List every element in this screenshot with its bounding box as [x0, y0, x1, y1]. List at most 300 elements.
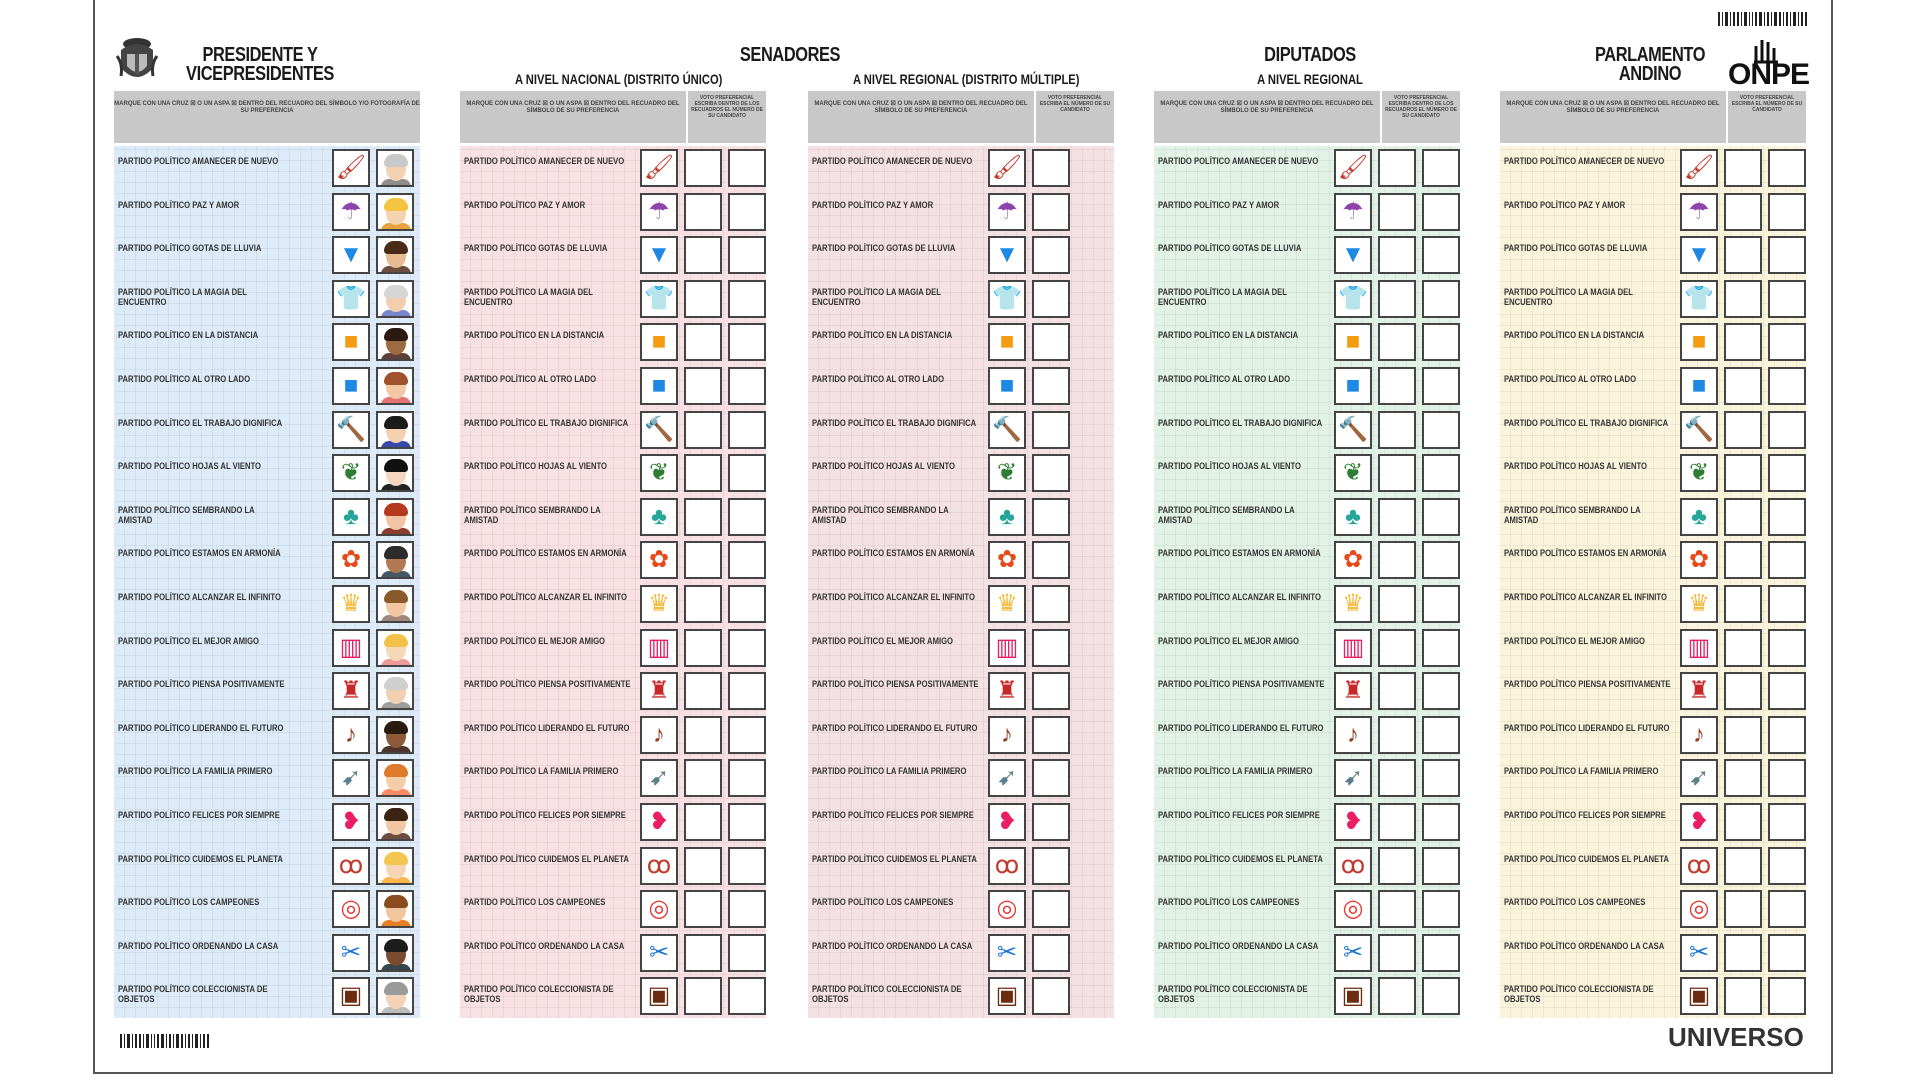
candidate-photo[interactable] — [376, 759, 414, 797]
preferential-vote-box-1[interactable] — [1724, 716, 1762, 754]
candidate-photo[interactable] — [376, 323, 414, 361]
preferential-vote-box-1[interactable] — [1724, 149, 1762, 187]
party-row — [808, 233, 1114, 277]
violin-icon[interactable] — [988, 716, 1026, 754]
bicycle-icon[interactable] — [640, 847, 678, 885]
preferential-vote-box-2[interactable] — [1422, 759, 1460, 797]
box-icon[interactable] — [1334, 323, 1372, 361]
preferential-vote-box-2[interactable] — [1422, 498, 1460, 536]
preferential-vote-box-2[interactable] — [1768, 847, 1806, 885]
party-symbol-glyph: ❥ — [648, 808, 670, 835]
preferential-vote-box-1[interactable] — [1032, 759, 1070, 797]
preferential-vote-box-2[interactable] — [1768, 629, 1806, 667]
preferential-vote-box-1[interactable] — [1032, 541, 1070, 579]
preferential-vote-box-2[interactable] — [1422, 454, 1460, 492]
preferential-vote-box-1[interactable] — [684, 498, 722, 536]
preferential-vote-box-2[interactable] — [1768, 716, 1806, 754]
preferential-vote-box-1[interactable] — [1378, 629, 1416, 667]
candidate-photo[interactable] — [376, 890, 414, 928]
candy-icon[interactable] — [988, 541, 1026, 579]
preferential-vote-box-1[interactable] — [1378, 280, 1416, 318]
preferential-vote-box-2[interactable] — [1768, 454, 1806, 492]
preferential-vote-box-1[interactable] — [1724, 585, 1762, 623]
preferential-vote-box-1[interactable] — [1032, 803, 1070, 841]
party-name: PARTIDO POLÍTICO GOTAS DE LLUVIA — [1158, 243, 1302, 254]
target-icon[interactable] — [332, 890, 370, 928]
briefcase-icon[interactable] — [332, 977, 370, 1015]
box-icon[interactable] — [640, 323, 678, 361]
preferential-vote-box-1[interactable] — [1378, 890, 1416, 928]
preferential-vote-box-1[interactable] — [1378, 498, 1416, 536]
preferential-vote-box-2[interactable] — [1422, 323, 1460, 361]
paintbrush-icon[interactable] — [1680, 149, 1718, 187]
preferential-vote-box-1[interactable] — [1724, 193, 1762, 231]
socks-icon[interactable] — [1680, 498, 1718, 536]
preferential-vote-box-1[interactable] — [1032, 585, 1070, 623]
violin-icon[interactable] — [1680, 716, 1718, 754]
bird-icon[interactable] — [988, 803, 1026, 841]
preferential-vote-box-1[interactable] — [684, 585, 722, 623]
preferential-vote-box-2[interactable] — [1422, 585, 1460, 623]
leaf-icon[interactable] — [332, 454, 370, 492]
preferential-vote-box-1[interactable] — [1724, 541, 1762, 579]
preferential-vote-box-2[interactable] — [1422, 629, 1460, 667]
preferential-vote-box-1[interactable] — [1378, 716, 1416, 754]
preferential-vote-box-1[interactable] — [1724, 847, 1762, 885]
party-name: PARTIDO POLÍTICO ALCANZAR EL INFINITO — [1504, 592, 1667, 602]
preferential-vote-box-1[interactable] — [684, 890, 722, 928]
preferential-vote-box-2[interactable] — [728, 585, 766, 623]
candy-icon[interactable] — [640, 541, 678, 579]
preferential-vote-box-1[interactable] — [1724, 236, 1762, 274]
preferential-vote-box-1[interactable] — [1724, 759, 1762, 797]
preferential-vote-box-1[interactable] — [1032, 977, 1070, 1015]
party-row — [114, 190, 420, 234]
preferential-vote-box-1[interactable] — [1032, 236, 1070, 274]
preferential-vote-box-1[interactable] — [1032, 890, 1070, 928]
party-symbol-glyph: ◎ — [1688, 895, 1710, 923]
preferential-vote-box-1[interactable] — [1032, 672, 1070, 710]
paintbrush-icon[interactable] — [332, 149, 370, 187]
umbrella-icon[interactable] — [1680, 193, 1718, 231]
preferential-vote-box-1[interactable] — [1032, 193, 1070, 231]
leaf-icon[interactable] — [640, 454, 678, 492]
square-icon[interactable] — [332, 367, 370, 405]
tshirt-icon[interactable] — [1680, 280, 1718, 318]
armchair-icon[interactable] — [1680, 672, 1718, 710]
violin-icon[interactable] — [1334, 716, 1372, 754]
bird-icon[interactable] — [640, 803, 678, 841]
hammer-icon[interactable] — [1680, 411, 1718, 449]
target-icon[interactable] — [640, 890, 678, 928]
preferential-vote-box-1[interactable] — [684, 541, 722, 579]
party-name: PARTIDO POLÍTICO FELICES POR SIEMPRE — [464, 810, 626, 820]
party-name: PARTIDO POLÍTICO CUIDEMOS EL PLANETA — [812, 853, 977, 864]
preferential-vote-box-1[interactable] — [1032, 367, 1070, 405]
party-symbol-glyph: ♣ — [999, 502, 1015, 530]
shoe-icon[interactable] — [640, 759, 678, 797]
preferential-vote-box-2[interactable] — [1768, 323, 1806, 361]
preferential-vote-box-2[interactable] — [1768, 541, 1806, 579]
preferential-vote-box-1[interactable] — [1724, 323, 1762, 361]
hammer-icon[interactable] — [988, 411, 1026, 449]
preferential-vote-box-1[interactable] — [1378, 149, 1416, 187]
candidate-hair — [384, 590, 408, 603]
preferential-vote-box-2[interactable] — [1422, 934, 1460, 972]
party-name: PARTIDO POLÍTICO GOTAS DE LLUVIA — [812, 243, 956, 254]
armchair-icon[interactable] — [640, 672, 678, 710]
party-symbol-glyph: 🖌 — [643, 154, 675, 181]
preferential-vote-box-2[interactable] — [728, 803, 766, 841]
party-symbol-glyph: ♣ — [343, 502, 359, 530]
hammer-icon[interactable] — [640, 411, 678, 449]
preferential-vote-box-2[interactable] — [1768, 890, 1806, 928]
preferential-vote-box-1[interactable] — [684, 323, 722, 361]
preferential-vote-box-1[interactable] — [1032, 934, 1070, 972]
party-name: PARTIDO POLÍTICO LIDERANDO EL FUTURO — [1158, 722, 1324, 733]
preferential-vote-box-1[interactable] — [1032, 280, 1070, 318]
preferential-vote-box-1[interactable] — [684, 847, 722, 885]
party-symbol-glyph: ❦ — [1688, 459, 1710, 487]
tshirt-icon[interactable] — [988, 280, 1026, 318]
tshirt-icon[interactable] — [1334, 280, 1372, 318]
socks-icon[interactable] — [640, 498, 678, 536]
preferential-vote-box-2[interactable] — [728, 454, 766, 492]
tools-icon[interactable] — [1680, 934, 1718, 972]
box-icon[interactable] — [1680, 323, 1718, 361]
armchair-icon[interactable] — [1334, 672, 1372, 710]
preferential-vote-box-2[interactable] — [1768, 934, 1806, 972]
bird-icon[interactable] — [1680, 803, 1718, 841]
candy-icon[interactable] — [1680, 541, 1718, 579]
party-name: PARTIDO POLÍTICO COLECCIONISTA DE OBJETOS — [118, 984, 268, 1005]
party-name: PARTIDO POLÍTICO LA MAGIA DEL ENCUENTRO — [1504, 286, 1633, 307]
preferential-vote-box-2[interactable] — [1768, 367, 1806, 405]
preferential-vote-box-2[interactable] — [728, 759, 766, 797]
preferential-vote-box-2[interactable] — [1422, 236, 1460, 274]
square-icon[interactable] — [988, 367, 1026, 405]
shoe-icon[interactable] — [332, 759, 370, 797]
bucket-icon[interactable] — [988, 236, 1026, 274]
accordion-icon[interactable] — [988, 629, 1026, 667]
preferential-vote-box-1[interactable] — [684, 672, 722, 710]
candidate-photo[interactable] — [376, 411, 414, 449]
bird-icon[interactable] — [1334, 803, 1372, 841]
preferential-vote-box-2[interactable] — [728, 411, 766, 449]
bird-icon[interactable] — [332, 803, 370, 841]
preferential-vote-box-2[interactable] — [728, 236, 766, 274]
tools-icon[interactable] — [988, 934, 1026, 972]
umbrella-icon[interactable] — [640, 193, 678, 231]
socks-icon[interactable] — [332, 498, 370, 536]
preferential-vote-box-2[interactable] — [728, 629, 766, 667]
candidate-photo[interactable] — [376, 280, 414, 318]
armchair-icon[interactable] — [332, 672, 370, 710]
preferential-vote-box-2[interactable] — [1422, 890, 1460, 928]
preferential-vote-box-1[interactable] — [1378, 672, 1416, 710]
preferential-vote-box-2[interactable] — [728, 541, 766, 579]
preferential-vote-box-1[interactable] — [1724, 934, 1762, 972]
preferential-vote-box-2[interactable] — [1422, 716, 1460, 754]
preferential-vote-box-1[interactable] — [684, 759, 722, 797]
preferential-vote-box-1[interactable] — [684, 193, 722, 231]
armchair-icon[interactable] — [988, 672, 1026, 710]
candidate-photo[interactable] — [376, 367, 414, 405]
umbrella-icon[interactable] — [1334, 193, 1372, 231]
preferential-vote-box-1[interactable] — [1032, 629, 1070, 667]
preferential-vote-box-1[interactable] — [1724, 977, 1762, 1015]
preferential-vote-box-2[interactable] — [728, 934, 766, 972]
party-row — [1154, 713, 1460, 757]
target-icon[interactable] — [1334, 890, 1372, 928]
party-row — [460, 713, 766, 757]
preferential-vote-box-1[interactable] — [684, 977, 722, 1015]
preferential-vote-box-2[interactable] — [1422, 803, 1460, 841]
candidate-photo[interactable] — [376, 934, 414, 972]
leaf-icon[interactable] — [988, 454, 1026, 492]
violin-icon[interactable] — [332, 716, 370, 754]
preferential-vote-box-2[interactable] — [728, 323, 766, 361]
preferential-vote-box-1[interactable] — [684, 367, 722, 405]
accordion-icon[interactable] — [1334, 629, 1372, 667]
accordion-icon[interactable] — [640, 629, 678, 667]
tools-icon[interactable] — [640, 934, 678, 972]
party-name: PARTIDO POLÍTICO CUIDEMOS EL PLANETA — [464, 853, 629, 864]
accordion-icon[interactable] — [1680, 629, 1718, 667]
bottle-icon[interactable] — [1334, 585, 1372, 623]
bottle-icon[interactable] — [332, 585, 370, 623]
preferential-vote-box-2[interactable] — [1422, 411, 1460, 449]
preferential-vote-box-1[interactable] — [1032, 149, 1070, 187]
preferential-vote-box-1[interactable] — [1378, 585, 1416, 623]
tshirt-icon[interactable] — [332, 280, 370, 318]
preferential-vote-box-2[interactable] — [1422, 541, 1460, 579]
bucket-icon[interactable] — [640, 236, 678, 274]
preferential-vote-box-1[interactable] — [684, 803, 722, 841]
party-row — [460, 538, 766, 582]
preferential-vote-box-1[interactable] — [684, 236, 722, 274]
party-row — [114, 800, 420, 844]
preferential-vote-box-2[interactable] — [1768, 585, 1806, 623]
square-icon[interactable] — [1334, 367, 1372, 405]
preferential-vote-box-1[interactable] — [1378, 323, 1416, 361]
candidate-photo[interactable] — [376, 541, 414, 579]
party-name: PARTIDO POLÍTICO ORDENANDO LA CASA — [464, 940, 625, 951]
preferential-vote-box-2[interactable] — [728, 193, 766, 231]
preferential-vote-box-2[interactable] — [728, 977, 766, 1015]
bicycle-icon[interactable] — [988, 847, 1026, 885]
candidate-photo[interactable] — [376, 847, 414, 885]
preferential-vote-box-1[interactable] — [1378, 541, 1416, 579]
preferential-vote-box-1[interactable] — [684, 454, 722, 492]
preferential-vote-box-2[interactable] — [1422, 672, 1460, 710]
party-name: PARTIDO POLÍTICO PAZ Y AMOR — [464, 199, 586, 210]
paintbrush-icon[interactable] — [1334, 149, 1372, 187]
preferential-vote-box-2[interactable] — [728, 716, 766, 754]
preferential-vote-box-2[interactable] — [1768, 411, 1806, 449]
preferential-vote-box-1[interactable] — [1724, 672, 1762, 710]
tools-icon[interactable] — [332, 934, 370, 972]
party-name: PARTIDO POLÍTICO AL OTRO LADO — [1504, 374, 1637, 384]
candidate-photo[interactable] — [376, 629, 414, 667]
party-symbol-glyph: ꝏ — [646, 851, 672, 879]
preferential-vote-box-2[interactable] — [1768, 236, 1806, 274]
preferential-vote-box-2[interactable] — [1768, 759, 1806, 797]
socks-icon[interactable] — [1334, 498, 1372, 536]
bicycle-icon[interactable] — [1334, 847, 1372, 885]
preferential-vote-box-1[interactable] — [1032, 847, 1070, 885]
preferential-vote-box-1[interactable] — [1378, 934, 1416, 972]
preferential-vote-box-2[interactable] — [1422, 367, 1460, 405]
party-name: PARTIDO POLÍTICO LA FAMILIA PRIMERO — [812, 766, 967, 777]
bicycle-icon[interactable] — [332, 847, 370, 885]
preferential-vote-box-1[interactable] — [1378, 367, 1416, 405]
candidate-photo[interactable] — [376, 193, 414, 231]
preferential-vote-box-1[interactable] — [1378, 847, 1416, 885]
preferential-vote-box-1[interactable] — [1032, 411, 1070, 449]
candy-icon[interactable] — [1334, 541, 1372, 579]
preferential-vote-box-1[interactable] — [1724, 803, 1762, 841]
preferential-vote-box-1[interactable] — [1378, 759, 1416, 797]
preferential-vote-box-1[interactable] — [1032, 454, 1070, 492]
preferential-vote-box-1[interactable] — [1724, 498, 1762, 536]
party-symbol-glyph: 🖌 — [991, 154, 1023, 181]
preferential-vote-box-1[interactable] — [1032, 716, 1070, 754]
candidate-photo[interactable] — [376, 803, 414, 841]
preferential-vote-box-1[interactable] — [1724, 890, 1762, 928]
leaf-icon[interactable] — [1334, 454, 1372, 492]
preferential-vote-box-1[interactable] — [1724, 411, 1762, 449]
party-symbol-glyph: ☂ — [340, 197, 362, 225]
preferential-vote-box-2[interactable] — [1768, 672, 1806, 710]
preferential-vote-box-2[interactable] — [728, 890, 766, 928]
tshirt-icon[interactable] — [640, 280, 678, 318]
bottle-icon[interactable] — [1680, 585, 1718, 623]
square-icon[interactable] — [640, 367, 678, 405]
candidate-photo[interactable] — [376, 585, 414, 623]
preferential-vote-box-2[interactable] — [728, 498, 766, 536]
bucket-icon[interactable] — [1334, 236, 1372, 274]
violin-icon[interactable] — [640, 716, 678, 754]
party-symbol-glyph: ✿ — [1342, 546, 1364, 574]
preferential-vote-box-2[interactable] — [1768, 498, 1806, 536]
party-row — [808, 582, 1114, 626]
preferential-vote-box-1[interactable] — [1032, 323, 1070, 361]
preferential-vote-box-1[interactable] — [1378, 193, 1416, 231]
accordion-icon[interactable] — [332, 629, 370, 667]
tools-icon[interactable] — [1334, 934, 1372, 972]
briefcase-icon[interactable] — [1680, 977, 1718, 1015]
bucket-icon[interactable] — [332, 236, 370, 274]
preferential-vote-box-2[interactable] — [728, 280, 766, 318]
preferential-vote-box-2[interactable] — [1768, 803, 1806, 841]
party-row — [1154, 495, 1460, 539]
shoe-icon[interactable] — [1334, 759, 1372, 797]
candidate-photo[interactable] — [376, 716, 414, 754]
preferential-vote-box-2[interactable] — [728, 672, 766, 710]
preferential-vote-box-2[interactable] — [1768, 280, 1806, 318]
party-symbol-glyph: ▣ — [647, 982, 671, 1010]
preferential-vote-box-2[interactable] — [1768, 193, 1806, 231]
shoe-icon[interactable] — [988, 759, 1026, 797]
preferential-vote-box-2[interactable] — [1422, 193, 1460, 231]
preferential-vote-box-1[interactable] — [1724, 629, 1762, 667]
bucket-icon[interactable] — [1680, 236, 1718, 274]
bottle-icon[interactable] — [988, 585, 1026, 623]
preferential-vote-box-1[interactable] — [1378, 977, 1416, 1015]
preferential-vote-box-1[interactable] — [1378, 236, 1416, 274]
candy-icon[interactable] — [332, 541, 370, 579]
target-icon[interactable] — [988, 890, 1026, 928]
preferential-vote-box-1[interactable] — [1724, 454, 1762, 492]
socks-icon[interactable] — [988, 498, 1026, 536]
briefcase-icon[interactable] — [988, 977, 1026, 1015]
preferential-vote-box-2[interactable] — [1422, 847, 1460, 885]
hammer-icon[interactable] — [332, 411, 370, 449]
preferential-vote-box-2[interactable] — [728, 149, 766, 187]
party-name: PARTIDO POLÍTICO EL TRABAJO DIGNIFICA — [812, 417, 977, 428]
square-icon[interactable] — [1680, 367, 1718, 405]
party-row — [808, 277, 1114, 321]
bottle-icon[interactable] — [640, 585, 678, 623]
briefcase-icon[interactable] — [640, 977, 678, 1015]
box-icon[interactable] — [988, 323, 1026, 361]
preferential-vote-box-1[interactable] — [684, 149, 722, 187]
party-row — [1500, 277, 1806, 321]
candidate-photo[interactable] — [376, 498, 414, 536]
preferential-vote-box-2[interactable] — [1422, 149, 1460, 187]
preferential-vote-box-1[interactable] — [684, 934, 722, 972]
preferential-vote-box-1[interactable] — [1724, 280, 1762, 318]
bicycle-icon[interactable] — [1680, 847, 1718, 885]
preferential-vote-box-1[interactable] — [1032, 498, 1070, 536]
preferential-vote-box-1[interactable] — [684, 280, 722, 318]
preferential-vote-box-1[interactable] — [684, 716, 722, 754]
candidate-photo[interactable] — [376, 236, 414, 274]
party-name: PARTIDO POLÍTICO AMANECER DE NUEVO — [118, 156, 279, 166]
preferential-vote-box-2[interactable] — [728, 847, 766, 885]
target-icon[interactable] — [1680, 890, 1718, 928]
box-icon[interactable] — [332, 323, 370, 361]
candidate-photo[interactable] — [376, 977, 414, 1015]
umbrella-icon[interactable] — [332, 193, 370, 231]
shoe-icon[interactable] — [1680, 759, 1718, 797]
preferential-vote-box-2[interactable] — [1422, 280, 1460, 318]
preferential-vote-box-2[interactable] — [1422, 977, 1460, 1015]
preferential-vote-box-1[interactable] — [1378, 803, 1416, 841]
candidate-photo[interactable] — [376, 672, 414, 710]
preferential-vote-box-2[interactable] — [1768, 977, 1806, 1015]
preferential-vote-box-1[interactable] — [684, 629, 722, 667]
paintbrush-icon[interactable] — [988, 149, 1026, 187]
party-symbol-glyph: 🖌 — [1683, 154, 1715, 181]
party-symbol-glyph: ♪ — [345, 720, 357, 748]
party-row — [1500, 713, 1806, 757]
preferential-vote-box-1[interactable] — [1378, 411, 1416, 449]
candidate-photo[interactable] — [376, 149, 414, 187]
preferential-vote-box-1[interactable] — [1378, 454, 1416, 492]
briefcase-icon[interactable] — [1334, 977, 1372, 1015]
umbrella-icon[interactable] — [988, 193, 1026, 231]
leaf-icon[interactable] — [1680, 454, 1718, 492]
preferential-vote-box-2[interactable] — [1768, 149, 1806, 187]
hammer-icon[interactable] — [1334, 411, 1372, 449]
preferential-vote-box-1[interactable] — [1724, 367, 1762, 405]
preferential-vote-box-2[interactable] — [728, 367, 766, 405]
candidate-photo[interactable] — [376, 454, 414, 492]
preferential-vote-box-1[interactable] — [684, 411, 722, 449]
paintbrush-icon[interactable] — [640, 149, 678, 187]
